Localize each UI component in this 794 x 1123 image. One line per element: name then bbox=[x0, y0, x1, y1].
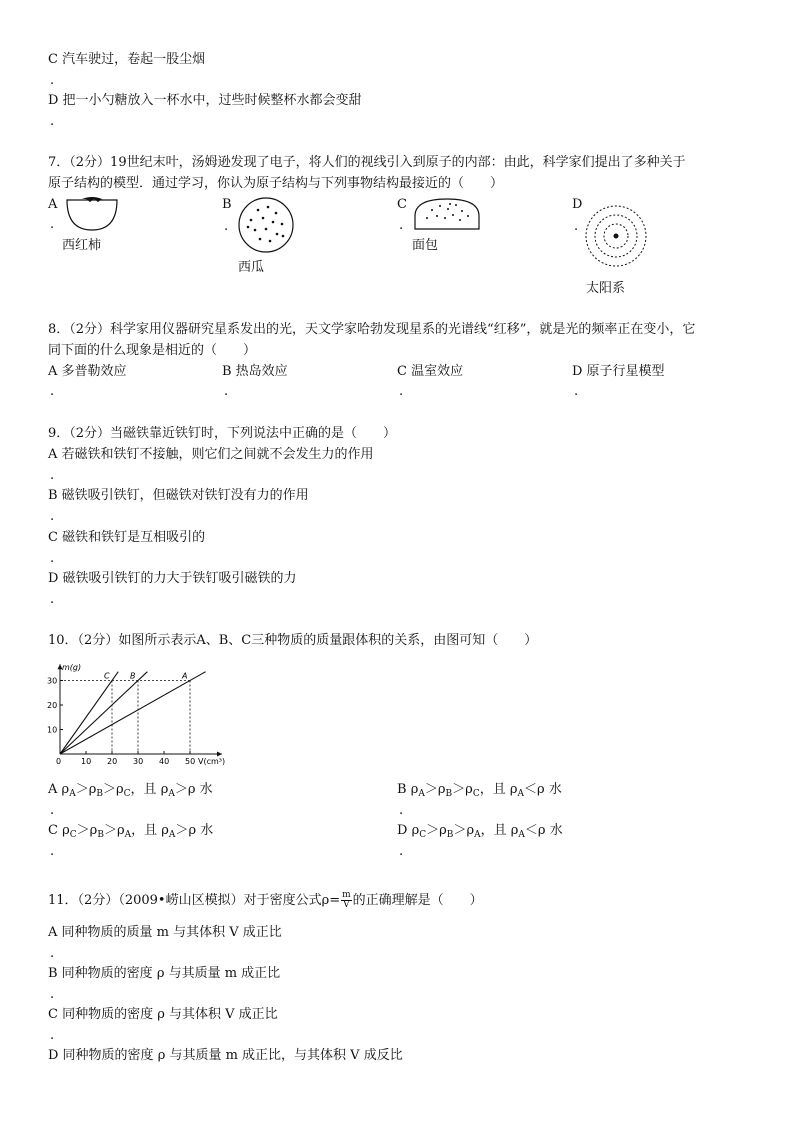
density-formula-lhs: ρ= bbox=[321, 893, 341, 908]
greater-than: ＞ bbox=[174, 782, 188, 797]
option-dot: . bbox=[50, 844, 55, 859]
q8-option-c: C 温室效应 bbox=[397, 364, 464, 379]
rho-symbol: ρ bbox=[509, 782, 518, 797]
rho-symbol: ρ bbox=[62, 823, 70, 838]
less-than: ＜ bbox=[524, 782, 538, 797]
subscript-b: B bbox=[446, 830, 454, 840]
greater-than: ＞ bbox=[175, 823, 189, 838]
separator-text: ，且 bbox=[479, 782, 506, 797]
rho-symbol: ρ bbox=[410, 782, 419, 797]
option-dot: . bbox=[50, 1028, 55, 1043]
option-dot: . bbox=[50, 73, 55, 88]
q11-option-b: B 同种物质的密度 ρ 与其质量 m 成正比 bbox=[48, 966, 281, 981]
q11-stem-prefix: 11．（2分）（2009•崂山区模拟）对于密度公式 bbox=[48, 893, 322, 908]
option-dot: . bbox=[50, 384, 55, 399]
greater-than: ＞ bbox=[453, 823, 467, 838]
density-formula-fraction bbox=[341, 891, 352, 910]
x-axis-arrow bbox=[217, 752, 222, 757]
option-dot: . bbox=[50, 551, 55, 566]
series-label-b: B bbox=[130, 671, 136, 681]
subscript-a: A bbox=[474, 830, 481, 840]
separator-text: ，且 bbox=[131, 823, 158, 838]
greater-than: ＞ bbox=[75, 782, 89, 797]
x-tick-label: 20 bbox=[107, 757, 118, 766]
less-than: ＜ bbox=[524, 823, 538, 838]
q10-option-a-letter: A bbox=[48, 782, 58, 797]
rho-symbol: ρ bbox=[89, 823, 98, 838]
q6-option-c: C 汽车驶过，卷起一股尘烟 bbox=[48, 52, 206, 67]
q11-option-d: D 同种物质的密度 ρ 与其质量 m 成正比，与其体积 V 成反比 bbox=[48, 1048, 403, 1063]
rho-symbol: ρ bbox=[116, 823, 125, 838]
q11-stem bbox=[48, 891, 483, 910]
rho-symbol: ρ bbox=[466, 823, 475, 838]
rho-symbol: ρ bbox=[161, 823, 169, 838]
chart-lines bbox=[60, 672, 206, 754]
greater-than: ＞ bbox=[76, 823, 90, 838]
rho-water: ρ 水 bbox=[537, 782, 562, 797]
chart-axes bbox=[58, 664, 223, 756]
y-tick-label: 20 bbox=[47, 701, 58, 710]
option-dot: . bbox=[50, 946, 55, 961]
separator-text: ，且 bbox=[480, 823, 507, 838]
q10-option-c bbox=[48, 823, 213, 843]
greater-than: ＞ bbox=[103, 823, 117, 838]
option-dot: . bbox=[574, 219, 579, 234]
subscript-c: C bbox=[472, 789, 480, 799]
greater-than: ＞ bbox=[426, 823, 440, 838]
option-dot: . bbox=[50, 987, 55, 1002]
series-label-a: A bbox=[182, 671, 188, 681]
watermelon-image bbox=[236, 196, 298, 254]
q11-option-c: C 同种物质的密度 ρ 与其体积 V 成正比 bbox=[48, 1007, 278, 1022]
bread-image bbox=[412, 196, 482, 232]
option-dot: . bbox=[574, 384, 579, 399]
q8-stem-line1: 8．（2分）科学家用仪器研究星系发出的光，天文学家哈勃发现星系的光谱线“红移”，就是光的频率正在变小，它 bbox=[48, 322, 696, 337]
q7-option-d-label: 太阳系 bbox=[586, 281, 626, 296]
x-tick-label: 30 bbox=[133, 757, 144, 766]
option-dot: . bbox=[50, 217, 55, 232]
formula-numerator: m bbox=[342, 890, 351, 900]
chart-x-axis-label: V(cm³) bbox=[198, 757, 226, 766]
solar-system-image bbox=[584, 204, 648, 268]
option-dot: . bbox=[399, 384, 404, 399]
q7-stem-line1: 7．（2分）19世纪末叶，汤姆逊发现了电子，将人们的视线引入到原子的内部：由此，科学家们提出了多种关于 bbox=[48, 155, 686, 170]
option-dot: . bbox=[399, 803, 404, 818]
q6-option-d: D 把一小勺糖放入一杯水中，过些时候整杯水都会变甜 bbox=[48, 93, 362, 108]
q11-option-a: A 同种物质的质量 m 与其体积 V 成正比 bbox=[48, 925, 282, 940]
q9-option-a: A 若磁铁和铁钉不接触，则它们之间就不会发生力的作用 bbox=[48, 447, 374, 462]
series-label-c: C bbox=[104, 671, 110, 681]
q10-option-a bbox=[48, 782, 213, 802]
q10-option-b-letter: B bbox=[397, 782, 407, 797]
subscript-b: B bbox=[96, 789, 103, 799]
option-dot: . bbox=[50, 114, 55, 129]
subscript-b: B bbox=[445, 789, 453, 799]
option-dot: . bbox=[224, 219, 229, 234]
q11-stem-suffix: 的正确理解是（ ） bbox=[352, 893, 483, 908]
q7-option-d-letter: D bbox=[572, 197, 583, 212]
option-dot: . bbox=[50, 468, 55, 483]
series-line-a bbox=[60, 672, 206, 754]
subscript-a: A bbox=[124, 830, 132, 840]
subscript-a: A bbox=[168, 830, 176, 840]
x-tick-label: 50 bbox=[185, 757, 196, 766]
subscript-a: A bbox=[418, 789, 425, 799]
q7-option-b-letter: B bbox=[222, 197, 232, 212]
q9-option-b: B 磁铁吸引铁钉，但磁铁对铁钉没有力的作用 bbox=[48, 488, 309, 503]
subscript-c: C bbox=[69, 830, 77, 840]
series-line-b bbox=[60, 672, 147, 754]
greater-than: ＞ bbox=[102, 782, 116, 797]
subscript-a: A bbox=[518, 830, 525, 840]
greater-than: ＞ bbox=[452, 782, 466, 797]
q8-option-a: A 多普勒效应 bbox=[48, 364, 127, 379]
subscript-b: B bbox=[97, 830, 104, 840]
formula-denominator: V bbox=[343, 900, 350, 910]
rho-symbol: ρ bbox=[439, 823, 447, 838]
subscript-a: A bbox=[69, 789, 76, 799]
greater-than: ＞ bbox=[424, 782, 438, 797]
rho-symbol: ρ bbox=[160, 782, 169, 797]
series-line-c bbox=[60, 672, 118, 754]
option-dot: . bbox=[224, 384, 229, 399]
tomato-image bbox=[64, 194, 120, 232]
option-dot: . bbox=[50, 592, 55, 607]
subscript-c: C bbox=[419, 830, 427, 840]
q8-option-d: D 原子行星模型 bbox=[572, 364, 665, 379]
rho-symbol: ρ bbox=[88, 782, 97, 797]
q9-option-c: C 磁铁和铁钉是互相吸引的 bbox=[48, 530, 206, 545]
rho-symbol: ρ bbox=[437, 782, 446, 797]
rho-symbol: ρ bbox=[510, 823, 519, 838]
q7-option-b-label: 西瓜 bbox=[238, 260, 265, 275]
rho-symbol: ρ bbox=[465, 782, 473, 797]
subscript-a: A bbox=[168, 789, 175, 799]
rho-water: ρ 水 bbox=[188, 823, 214, 838]
density-chart bbox=[40, 658, 240, 770]
chart-origin-label: 0 bbox=[56, 757, 62, 766]
q7-option-a-letter: A bbox=[48, 197, 58, 212]
option-dot: . bbox=[50, 803, 55, 818]
q9-stem: 9．（2分）当磁铁靠近铁钉时，下列说法中正确的是（ ） bbox=[48, 426, 397, 441]
separator-text: ，且 bbox=[130, 782, 157, 797]
x-tick-label: 10 bbox=[81, 757, 92, 766]
q9-option-d: D 磁铁吸引铁钉的力大于铁钉吸引磁铁的力 bbox=[48, 571, 297, 586]
x-tick-label: 40 bbox=[159, 757, 170, 766]
q7-option-c-letter: C bbox=[397, 197, 407, 212]
option-dot: . bbox=[399, 218, 404, 233]
q7-option-a-label: 西红柿 bbox=[62, 238, 102, 253]
q10-option-c-letter: C bbox=[48, 823, 58, 838]
rho-symbol: ρ bbox=[411, 823, 420, 838]
rho-symbol: ρ bbox=[116, 782, 124, 797]
q10-option-d-letter: D bbox=[397, 823, 408, 838]
y-tick-label: 30 bbox=[47, 676, 58, 686]
q8-option-b: B 热岛效应 bbox=[222, 364, 288, 379]
y-tick-label: 10 bbox=[47, 725, 58, 735]
q10-stem: 10．（2分）如图所示表示A、B、C三种物质的质量跟体积的关系，由图可知（ ） bbox=[48, 633, 538, 648]
q7-option-c-label: 面包 bbox=[412, 238, 439, 253]
subscript-a: A bbox=[517, 789, 525, 799]
q7-stem-line2: 原子结构的模型．通过学习，你认为原子结构与下列事物结构最接近的（ ） bbox=[48, 176, 504, 191]
q10-option-d bbox=[397, 823, 563, 843]
option-dot: . bbox=[399, 844, 404, 859]
rho-water: ρ 水 bbox=[187, 782, 213, 797]
rho-symbol: ρ bbox=[61, 782, 70, 797]
q8-stem-line2: 同下面的什么现象是相近的（ ） bbox=[48, 343, 257, 358]
q10-option-b bbox=[397, 782, 562, 802]
rho-water: ρ 水 bbox=[537, 823, 563, 838]
option-dot: . bbox=[50, 509, 55, 524]
subscript-c: C bbox=[123, 789, 131, 799]
chart-y-axis-label: m(g) bbox=[62, 663, 82, 672]
